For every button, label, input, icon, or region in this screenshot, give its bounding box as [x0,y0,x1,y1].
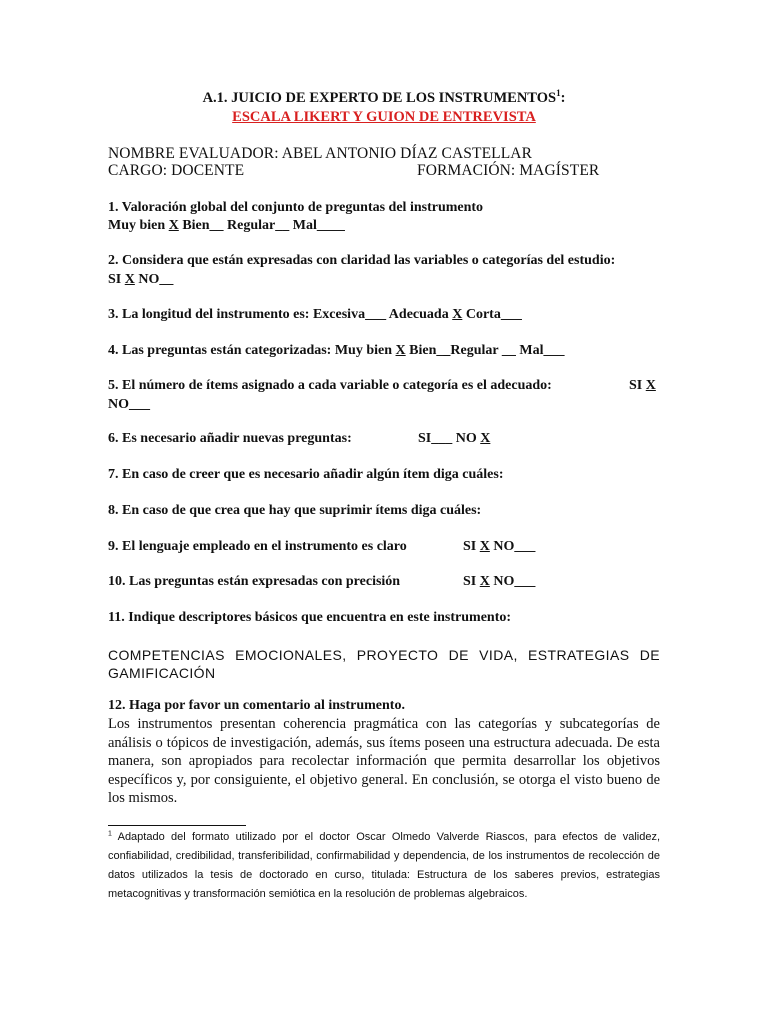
question-7: 7. En caso de creer que es necesario añadir algún ítem diga cuáles: [108,467,504,482]
question-5: 5. El número de ítems asignado a cada variable o categoría es el adecuado: [108,378,552,393]
title-colon: : [560,90,566,106]
q6-mark: X [480,431,491,446]
question-5-no: NO___ [108,397,150,412]
question-5-yes: SI X [629,378,656,393]
q2-mark: X [124,272,135,287]
q3-mark: X [452,307,463,322]
document-title [0,90,768,107]
question-6-answer: SI___ NO X [418,431,491,446]
question-10: 10. Las preguntas están expresadas con precisión [108,574,401,589]
question-11-answer: COMPETENCIAS EMOCIONALES, PROYECTO DE VIDA, ESTRATEGIAS DE GAMIFICACIÓN [108,647,660,681]
question-9-answer: SI X NO___ [463,539,536,554]
question-4: 4. Las preguntas están categorizadas: Muy bien X Bien__Regular __ Mal___ [108,343,565,358]
title-text: A.1. JUICIO DE EXPERTO DE LOS INSTRUMENTOS [202,90,557,106]
question-12-answer: Los instrumentos presentan coherencia pragmática con las categorías y subcategorías de análisis o tópicos de investigación, además, sus ítems poseen una estructura adecuada. De esta manera, son apropiados para recolectar información que permita desarrollar los objetivos específicos y, por consiguiente, el objetivo general. En conclusión, se otorga el visto bueno de los mismos. [108,716,660,807]
question-8: 8. En caso de que crea que hay que suprimir ítems diga cuáles: [108,503,482,518]
question-2: 2. Considera que están expresadas con claridad las variables o categorías del estudio: [108,253,616,268]
title-footnote-ref: 1 [556,88,561,99]
question-12: 12. Haga por favor un comentario al instrumento. [108,698,405,713]
footnote-divider [108,825,246,826]
question-2-answer: SI X NO__ [108,272,174,287]
evaluator-position: CARGO: DOCENTE [108,162,245,179]
q4-mark: X [395,343,406,358]
q5-mark: X [645,378,656,393]
question-9: 9. El lenguaje empleado en el instrumento es claro [108,539,407,554]
question-1: 1. Valoración global del conjunto de preguntas del instrumento [108,200,484,215]
footnote-text: Adaptado del formato utilizado por el doctor Oscar Olmedo Valverde Riascos, para efectos de validez, confiabilidad, credibilidad, transferibilidad, confirmabilidad y dependencia, de los instrumentos de recolección de datos utilizados la tesis de doctorado en curso, titulada: Estructura de los saberes previos, estrategias metacognitivas y transformación semiótica en la resolución de problemas algebraicos. [108,831,660,900]
q9-mark: X [479,539,490,554]
document-subtitle: ESCALA LIKERT Y GUION DE ENTREVISTA [232,109,536,125]
q1-mark: X [168,218,179,233]
q10-mark: X [479,574,490,589]
question-11: 11. Indique descriptores básicos que encuentra en este instrumento: [108,610,512,625]
question-3: 3. La longitud del instrumento es: Excesiva___ Adecuada X Corta___ [108,307,522,322]
question-6: 6. Es necesario añadir nuevas preguntas: [108,431,352,446]
question-1-answer: Muy bien X Bien__ Regular__ Mal____ [108,218,345,233]
footnote-marker: 1 [108,830,112,838]
evaluator-degree: FORMACIÓN: MAGÍSTER [417,162,600,179]
footnote [108,828,660,904]
question-10-answer: SI X NO___ [463,574,536,589]
evaluator-name: NOMBRE EVALUADOR: ABEL ANTONIO DÍAZ CASTELLAR [108,145,533,162]
